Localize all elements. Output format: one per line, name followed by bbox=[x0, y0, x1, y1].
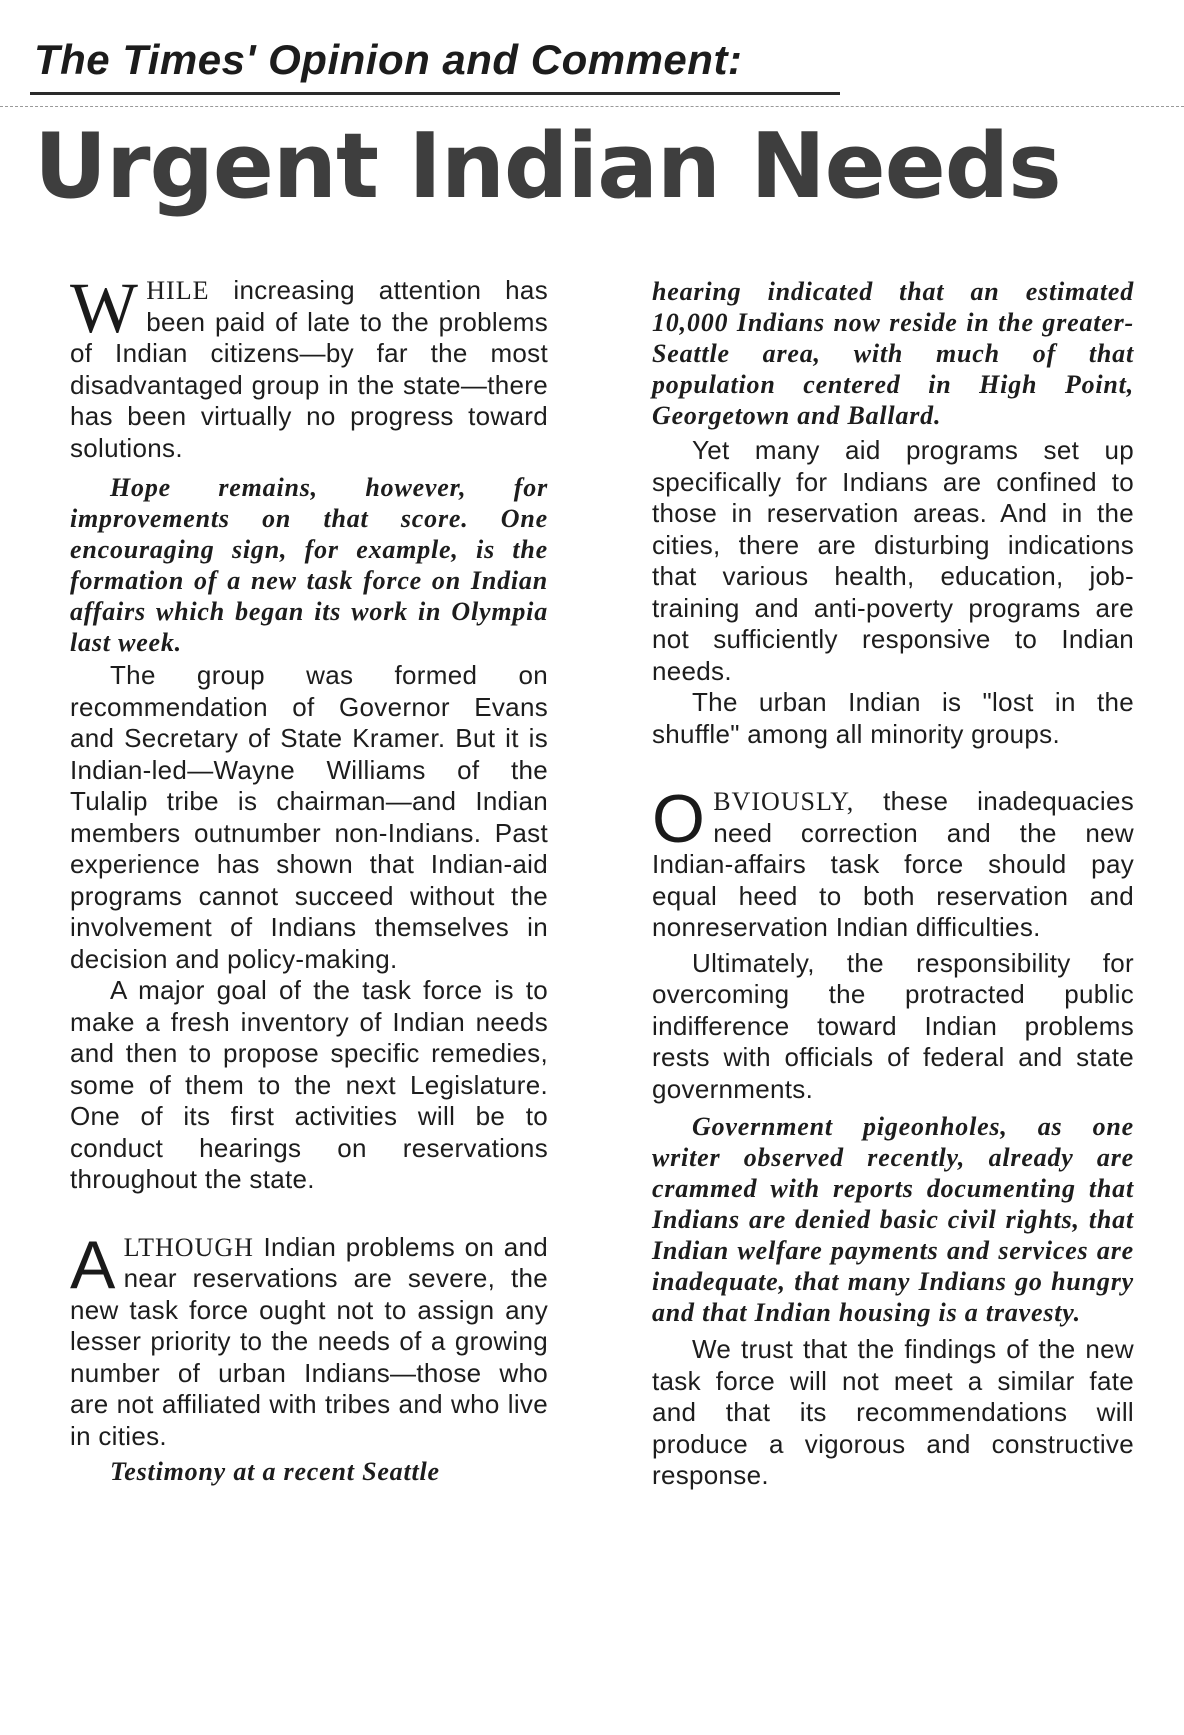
paragraph-10 bbox=[652, 781, 1134, 944]
paragraph-13: We trust that the findings of the new task force will not meet a similar fate and that its recommendations will produce a vigorous and constructive response. bbox=[652, 1334, 1134, 1490]
paragraph-2: Hope remains, however, for improvements on that score. One encouraging sign, for example, is the formation of a new task force on Indian affairs which began its work in Olympia last week. bbox=[70, 473, 548, 657]
lead-word: HILE bbox=[146, 276, 210, 305]
paragraph-6: Testimony at a recent Seattle bbox=[110, 1457, 440, 1486]
drop-cap: O bbox=[652, 781, 706, 857]
drop-cap: A bbox=[70, 1226, 116, 1303]
paragraph-12: Government pigeonholes, as one writer observed recently, already are crammed with reports documenting that Indians are denied basic civil rights, that Indian welfare payments and services are inadequate, that many Indians go hungry and that Indian housing is a travesty. bbox=[652, 1112, 1134, 1327]
drop-cap: W bbox=[70, 268, 139, 348]
paragraph-3: The group was formed on recommendation of Governor Evans and Secretary of State Kramer. But it is Indian-led—Wayne Williams of the Tulalip tribe is chairman—and Indian members outnumber non-Indians. Past experience has shown that Indian-aid programs cannot succeed without the involvement of Indians themselves in decision and policy-making. bbox=[70, 660, 548, 974]
paragraph-4: A major goal of the task force is to make a fresh inventory of Indian needs and then to propose specific remedies, some of them to the next Legislature. One of its first activities will be to conduct hearings on reservations throughout the state. bbox=[70, 975, 548, 1194]
paragraph-text: these inadequacies need correction and the new Indian-affairs task force should pay equal heed to both reservation and nonreservation Indian difficulties. bbox=[652, 786, 1134, 942]
paragraph-1 bbox=[70, 268, 548, 464]
paragraph-11: Ultimately, the responsibility for overcoming the protracted public indifference toward Indian problems rests with officials of federal and state governments. bbox=[652, 947, 1134, 1104]
headline: Urgent Indian Needs bbox=[34, 114, 1061, 219]
section-divider bbox=[0, 106, 1184, 107]
paragraph-text: increasing attention has been paid of late to the problems of Indian citizens—by far the most disadvantaged group in the state—there has been virtually no progress toward solutions. bbox=[70, 275, 548, 463]
left-column bbox=[70, 268, 548, 1487]
paragraph-7: hearing indicated that an estimated 10,000 Indians now reside in the greater-Seattle area, with much of that population centered in High Point, Georgetown and Ballard. bbox=[652, 277, 1134, 430]
lead-word: BVIOUSLY, bbox=[713, 787, 855, 816]
kicker-underline bbox=[30, 92, 840, 95]
paragraph-text: Indian problems on and near reservations are severe, the new task force ought not to assign any lesser priority to the needs of a growing number of urban Indians—those who are not affiliated with tribes and who live in cities. bbox=[70, 1231, 548, 1451]
paragraph-8: Yet many aid programs set up specifically for Indians are confined to those in reservation areas. And in the cities, there are disturbing indications that various health, education, job-training and anti-poverty programs are not sufficiently responsive to Indian needs. bbox=[652, 435, 1134, 686]
section-kicker: The Times' Opinion and Comment: bbox=[34, 36, 743, 83]
lead-word: LTHOUGH bbox=[123, 1232, 254, 1262]
paragraph-9: The urban Indian is "lost in the shuffle" among all minority groups. bbox=[652, 687, 1134, 749]
paragraph-5 bbox=[70, 1226, 548, 1453]
right-column bbox=[652, 276, 1134, 1492]
